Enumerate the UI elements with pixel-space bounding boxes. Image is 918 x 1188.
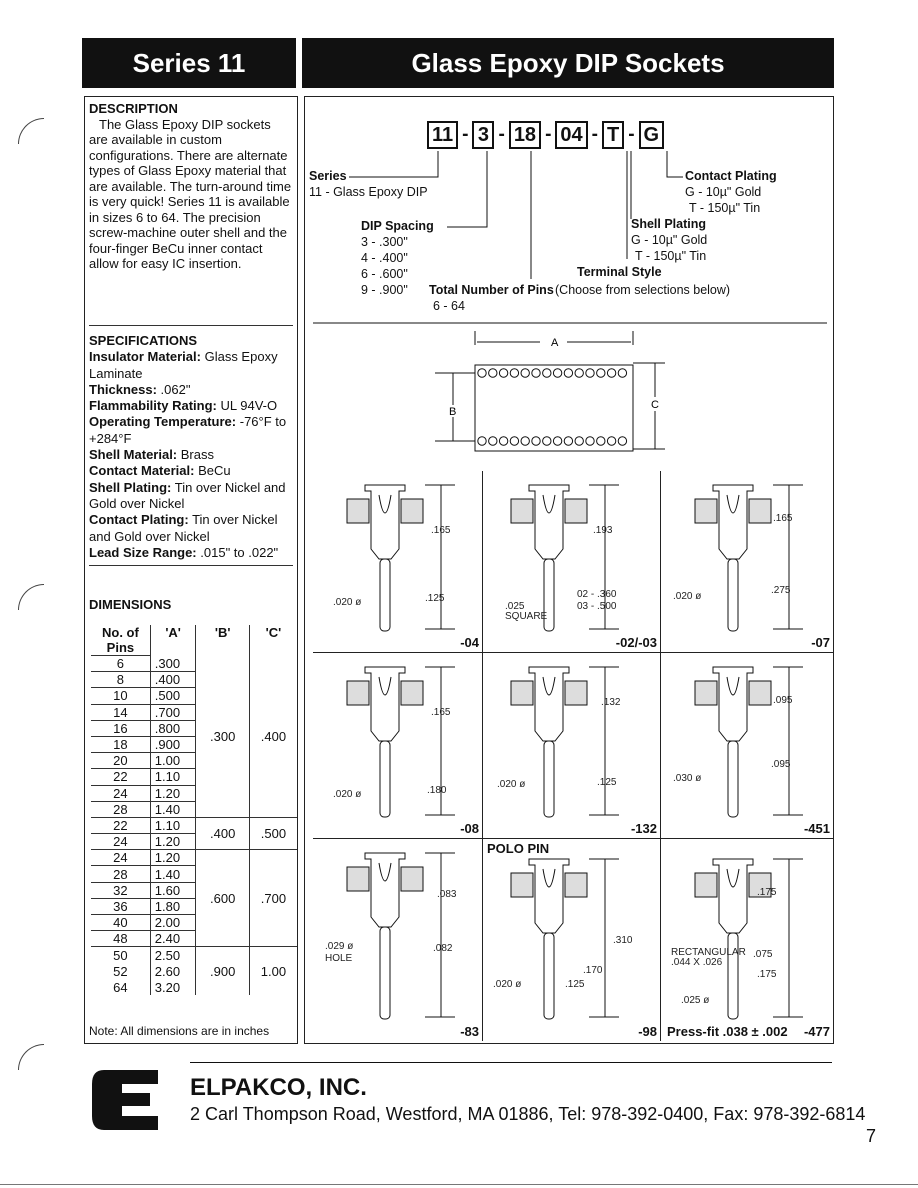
series-title: Series 11 (132, 47, 246, 78)
spec-item: Shell Material: Brass (89, 447, 214, 463)
a-cell: 1.20 (150, 834, 196, 850)
dimension-label: .175 (757, 969, 777, 980)
spec-item: Flammability Rating: UL 94V-O (89, 398, 278, 414)
description-heading: DESCRIPTION (89, 101, 178, 116)
a-cell: 2.00 (150, 915, 196, 931)
b-cell: .400 (196, 817, 249, 849)
pins-cell: 22 (91, 817, 150, 833)
pin-circle (510, 369, 518, 377)
table-header-row (91, 625, 297, 656)
terminal-drawing (661, 471, 833, 653)
spacing-label: DIP Spacing (361, 219, 434, 233)
terminal-code: -98 (638, 1024, 657, 1039)
pin-circle (564, 437, 572, 445)
terminal-drawing (483, 653, 661, 839)
spec-item: Contact Material: BeCu (89, 463, 231, 479)
dimension-label: .020 ø (333, 789, 362, 800)
a-cell: .500 (150, 688, 196, 704)
spec-item: Insulator Material: Glass Epoxy Laminate (89, 349, 278, 381)
dimension-label: .193 (593, 525, 613, 536)
shell-value: G - 10µ" Gold (631, 233, 708, 247)
terminal-grid (313, 471, 833, 1041)
pins-cell: 18 (91, 736, 150, 752)
pin-circle (575, 369, 583, 377)
table-row (91, 850, 297, 866)
pins-cell: 32 (91, 882, 150, 898)
col-b: 'B' (196, 625, 249, 656)
terminal-code: -02/-03 (615, 635, 657, 650)
pins-cell: 10 (91, 688, 150, 704)
pin-circle (607, 437, 615, 445)
right-panel (304, 96, 834, 1044)
dimension-label: .165 (431, 525, 451, 536)
pins-cell: 6 (91, 656, 150, 672)
description-section (85, 97, 297, 276)
dim-c-label: C (651, 399, 659, 411)
pins-cell: 40 (91, 915, 150, 931)
dimension-label: .310 (613, 935, 633, 946)
terminal-cell (313, 653, 483, 839)
pins-cell: 64 (113, 979, 128, 995)
title-header (302, 38, 834, 88)
pin-circle (510, 437, 518, 445)
pins-value: 6 - 64 (433, 299, 465, 313)
dimension-label: .029 ø (325, 941, 354, 952)
dim-b-label: B (449, 406, 457, 418)
pins-cell: 28 (91, 866, 150, 882)
pins-cell: 24 (91, 785, 150, 801)
dimension-label: .125 (597, 777, 617, 788)
a-cell: 2.40 (150, 931, 196, 947)
terminal-cell (483, 471, 661, 653)
a-cell: .800 (150, 720, 196, 736)
dimension-label: .030 ø (673, 773, 702, 784)
a-cell: 2.50 (150, 947, 196, 963)
pins-cell: 28 (91, 801, 150, 817)
terminal-caption: POLO PIN (487, 841, 550, 856)
divider (89, 565, 293, 566)
dimension-label: .025 (505, 601, 525, 612)
margin-mark (18, 584, 44, 610)
b-cell: .900 (196, 947, 249, 996)
pn-spacing-box: 3 (472, 121, 494, 149)
col-a: 'A' (150, 625, 196, 656)
spec-item: Lead Size Range: .015" to .022" (89, 544, 279, 560)
col-pins: No. of Pins (91, 625, 150, 656)
dimension-label: .020 ø (493, 979, 522, 990)
terminal-code: -451 (803, 821, 830, 836)
pin-circle (521, 369, 529, 377)
bottom-rule (0, 1184, 918, 1185)
terminal-code: -132 (630, 821, 657, 836)
dimension-label: SQUARE (505, 611, 548, 622)
pins-label: Total Number of Pins (429, 283, 554, 297)
pin-circle (575, 437, 583, 445)
a-cell: 1.40 (150, 866, 196, 882)
terminal-code: -477 (803, 1024, 830, 1039)
pin-circle (532, 369, 540, 377)
pin-circle (553, 369, 561, 377)
part-number: 11 - 3 - 18 - 04 - T - G (427, 121, 664, 149)
pin-circle (532, 437, 540, 445)
dim-a-label: A (551, 337, 559, 349)
terminal-drawing (661, 653, 833, 839)
dimension-label: .165 (431, 707, 451, 718)
pin-circle (489, 369, 497, 377)
table-row (91, 947, 297, 963)
a-cell: 3.20 (150, 979, 196, 995)
specifications-heading: SPECIFICATIONS (89, 333, 198, 348)
spec-item: Contact Plating: Tin over Nickel and Gold over Nickel (89, 512, 278, 544)
spec-item: Shell Plating: Tin over Nickel and Gold over Nickel (89, 479, 286, 511)
socket-outline-drawing (305, 325, 835, 475)
a-cell: .300 (150, 656, 196, 672)
terminal-cell (483, 653, 661, 839)
terminal-cell (661, 653, 833, 839)
a-cell: .700 (150, 704, 196, 720)
dimension-label: .044 X .026 (671, 957, 723, 968)
terminal-code: -07 (811, 635, 830, 650)
dimension-label: 02 - .360 (577, 589, 617, 600)
dimensions-note: Note: All dimensions are in inches (89, 1023, 270, 1038)
pin-circle (618, 369, 626, 377)
terminal-cell (313, 471, 483, 653)
dimension-label: .275 (771, 585, 791, 596)
page-number: 7 (866, 1126, 877, 1146)
dimension-label: .095 (773, 695, 793, 706)
spec-item: Operating Temperature: -76°F to +284°F (89, 414, 287, 446)
a-cell: .400 (150, 672, 196, 688)
terminal-caption: Press-fit .038 ± .002 (667, 1024, 788, 1039)
pin-circle (543, 437, 551, 445)
spec-item: Thickness: .062" (89, 381, 191, 397)
pins-cell: 36 (91, 898, 150, 914)
pin-circle (521, 437, 529, 445)
pins-cell: 20 (91, 753, 150, 769)
margin-mark (18, 1044, 44, 1070)
terminal-cell (483, 839, 661, 1041)
contact-label: Contact Plating (685, 169, 777, 183)
c-cell: 1.00 (249, 947, 297, 996)
pins-cell: 22 (91, 769, 150, 785)
dimension-label: .020 ø (497, 779, 526, 790)
a-cell: 1.10 (150, 817, 196, 833)
table-row (91, 817, 297, 833)
terminal-label: Terminal Style (577, 265, 662, 279)
pn-terminal-box: 04 (555, 121, 587, 149)
col-c: 'C' (249, 625, 297, 656)
dimension-label: .125 (425, 593, 445, 604)
pin-circle (597, 369, 605, 377)
terminal-cell (661, 471, 833, 653)
dimension-label: .082 (433, 943, 453, 954)
a-cell: .900 (150, 736, 196, 752)
footer-rule (190, 1062, 832, 1063)
pins-cell: 24 (91, 850, 150, 866)
dimension-label: 03 - .500 (577, 601, 617, 612)
pins-cell: 52 (113, 963, 128, 979)
pins-cell: 14 (91, 704, 150, 720)
pn-series-box: 11 (427, 121, 458, 149)
pin-circle (586, 437, 594, 445)
terminal-drawing (313, 839, 483, 1041)
pin-circle (499, 437, 507, 445)
spacing-value: 9 - .900" (361, 283, 408, 297)
page-title: Glass Epoxy DIP Sockets (411, 47, 725, 78)
pins-cell: 48 (91, 931, 150, 947)
b-cell: .300 (196, 656, 249, 818)
terminal-drawing (313, 653, 483, 839)
dimension-label: .083 (437, 889, 457, 900)
specifications-section (89, 333, 293, 561)
pin-circle (607, 369, 615, 377)
terminal-cell (661, 839, 833, 1041)
pin-circle (489, 437, 497, 445)
terminal-code: -04 (460, 635, 479, 650)
divider (89, 325, 293, 326)
series-label: Series (309, 169, 347, 183)
dimension-label: .020 ø (673, 591, 702, 602)
pin-circle (543, 369, 551, 377)
terminal-drawing (483, 471, 661, 653)
shell-label: Shell Plating (631, 217, 707, 231)
spec-list (89, 349, 293, 561)
series-header (82, 38, 296, 88)
pn-pins-box: 18 (509, 121, 541, 149)
pin-circle (564, 369, 572, 377)
dimension-label: .025 ø (681, 995, 710, 1006)
dimension-label: .020 ø (333, 597, 362, 608)
pin-circle (586, 369, 594, 377)
company-address: 2 Carl Thompson Road, Westford, MA 01886, Tel: 978-392-0400, Fax: 978-392-6814 (190, 1104, 866, 1124)
dimensions-heading: DIMENSIONS (89, 597, 172, 612)
description-text: The Glass Epoxy DIP sockets are available in custom configurations. There are alternate types of Glass Epoxy material that are available. The turn-around time is very quick! Series 11 is available in sizes 6 to 64. The precision screw-machine outer shell and the four-finger BeCu inner contact allow for easy IC insertion. (89, 116, 292, 271)
pin-circle (499, 369, 507, 377)
pin-circle (618, 437, 626, 445)
pn-shell-box: T (602, 121, 624, 149)
dimension-label: RECTANGULAR (671, 947, 746, 958)
margin-mark (18, 118, 44, 144)
dimension-label: .095 (771, 759, 791, 770)
a-cell: 2.60 (150, 963, 196, 979)
dimension-label: .132 (601, 697, 621, 708)
a-cell: 1.40 (150, 801, 196, 817)
spacing-value: 3 - .300" (361, 235, 408, 249)
pin-circle (597, 437, 605, 445)
dimension-label: HOLE (325, 953, 353, 964)
b-cell: .600 (196, 850, 249, 947)
terminal-code: -83 (460, 1024, 479, 1039)
terminal-code: -08 (460, 821, 479, 836)
dimensions-table (91, 625, 297, 995)
c-cell: .500 (249, 817, 297, 849)
company-name: ELPAKCO, INC. (190, 1074, 367, 1101)
pins-cell: 16 (91, 720, 150, 736)
pins-cell: 24 (91, 834, 150, 850)
c-cell: .400 (249, 656, 297, 818)
a-cell: 1.20 (150, 850, 196, 866)
pin-circle (553, 437, 561, 445)
a-cell: 1.10 (150, 769, 196, 785)
terminal-drawing (483, 839, 661, 1041)
table-row (91, 656, 297, 672)
terminal-drawing (313, 471, 483, 653)
a-cell: 1.00 (150, 753, 196, 769)
terminal-cell (313, 839, 483, 1041)
pins-cell: 8 (91, 672, 150, 688)
terminal-note: (Choose from selections below) (555, 283, 731, 297)
pn-contact-box: G (639, 121, 665, 149)
spacing-value: 6 - .600" (361, 267, 408, 281)
dimension-label: .170 (583, 965, 603, 976)
a-cell: 1.20 (150, 785, 196, 801)
c-cell: .700 (249, 850, 297, 947)
contact-value: T - 150µ" Tin (689, 201, 761, 215)
dimension-label: .175 (757, 887, 777, 898)
pins-cell: 50 (113, 947, 128, 963)
series-value: 11 - Glass Epoxy DIP (309, 185, 428, 199)
spacing-value: 4 - .400" (361, 251, 408, 265)
terminal-drawing (661, 839, 833, 1041)
shell-value: T - 150µ" Tin (635, 249, 707, 263)
dimension-label: .125 (565, 979, 585, 990)
pin-circle (478, 369, 486, 377)
a-cell: 1.60 (150, 882, 196, 898)
contact-value: G - 10µ" Gold (685, 185, 762, 199)
dimension-label: .165 (773, 513, 793, 524)
left-column (84, 96, 298, 1044)
dimension-label: .180 (427, 785, 447, 796)
elpakco-logo (90, 1066, 162, 1134)
pin-circle (478, 437, 486, 445)
a-cell: 1.80 (150, 898, 196, 914)
dimension-label: .075 (753, 949, 773, 960)
